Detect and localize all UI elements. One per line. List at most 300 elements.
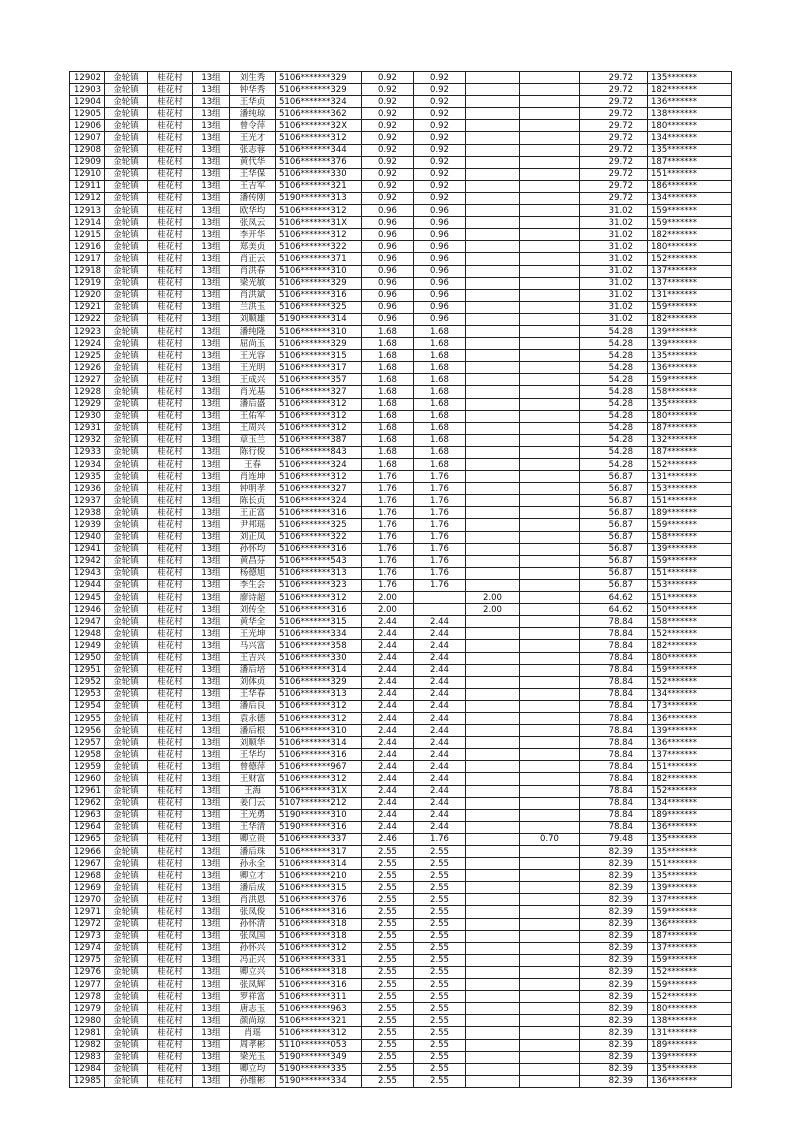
cell-area-col-3: [520, 579, 580, 591]
cell-area-col-2: [466, 616, 520, 628]
cell-township: 金轮镇: [105, 567, 148, 579]
cell-area-col-1: 2.55: [414, 1075, 466, 1087]
cell-phone: 139*******: [648, 725, 732, 737]
cell-amount: 54.28: [580, 434, 648, 446]
cell-name: 马兴富: [230, 640, 276, 652]
cell-amount: 31.02: [580, 265, 648, 277]
cell-township: 金轮镇: [105, 821, 148, 833]
cell-area-col-3: [520, 350, 580, 362]
cell-amount: 64.62: [580, 604, 648, 616]
cell-village: 桂花村: [148, 422, 193, 434]
cell-area-total: 0.92: [362, 108, 414, 120]
cell-id-number: 5106*******387: [276, 434, 362, 446]
cell-name: 肖光基: [230, 386, 276, 398]
cell-row-number: 12914: [70, 217, 105, 229]
cell-id-number: 5106*******371: [276, 253, 362, 265]
cell-area-total: 1.76: [362, 495, 414, 507]
cell-area-col-2: [466, 156, 520, 168]
cell-row-number: 12913: [70, 205, 105, 217]
cell-area-col-3: [520, 471, 580, 483]
cell-township: 金轮镇: [105, 519, 148, 531]
cell-village: 桂花村: [148, 773, 193, 785]
cell-township: 金轮镇: [105, 229, 148, 241]
cell-row-number: 12963: [70, 809, 105, 821]
cell-area-col-3: [520, 1075, 580, 1087]
cell-phone: 159*******: [648, 205, 732, 217]
cell-row-number: 12958: [70, 749, 105, 761]
cell-name: 欧华均: [230, 205, 276, 217]
cell-area-total: 2.55: [362, 942, 414, 954]
cell-area-col-1: 1.68: [414, 398, 466, 410]
cell-amount: 29.72: [580, 84, 648, 96]
cell-village: 桂花村: [148, 966, 193, 978]
cell-name: 曾令萍: [230, 120, 276, 132]
cell-group: 13组: [193, 495, 230, 507]
cell-row-number: 12922: [70, 313, 105, 325]
subsidy-roster-table: [69, 71, 732, 1088]
cell-area-col-1: 2.55: [414, 918, 466, 930]
cell-group: 13组: [193, 858, 230, 870]
cell-area-col-2: [466, 979, 520, 991]
cell-phone: 151*******: [648, 495, 732, 507]
cell-phone: 189*******: [648, 1039, 732, 1051]
table-row: [70, 797, 732, 809]
cell-amount: 78.84: [580, 700, 648, 712]
cell-id-number: 5106*******316: [276, 979, 362, 991]
cell-phone: 135*******: [648, 72, 732, 84]
cell-row-number: 12942: [70, 555, 105, 567]
cell-village: 桂花村: [148, 459, 193, 471]
cell-area-total: 0.92: [362, 72, 414, 84]
cell-area-col-1: 1.68: [414, 459, 466, 471]
cell-area-col-3: [520, 604, 580, 616]
cell-area-total: 0.92: [362, 120, 414, 132]
table-row: [70, 459, 732, 471]
cell-area-col-1: 0.96: [414, 241, 466, 253]
cell-area-col-3: [520, 229, 580, 241]
cell-village: 桂花村: [148, 301, 193, 313]
cell-group: 13组: [193, 434, 230, 446]
cell-township: 金轮镇: [105, 459, 148, 471]
cell-area-col-3: [520, 725, 580, 737]
cell-row-number: 12977: [70, 979, 105, 991]
table-row: [70, 966, 732, 978]
cell-area-col-3: [520, 1003, 580, 1015]
table-row: [70, 592, 732, 604]
cell-village: 桂花村: [148, 906, 193, 918]
cell-area-col-1: 0.96: [414, 229, 466, 241]
cell-area-col-2: [466, 531, 520, 543]
table-row: [70, 241, 732, 253]
cell-area-col-2: [466, 894, 520, 906]
cell-phone: 159*******: [648, 664, 732, 676]
cell-area-col-2: [466, 930, 520, 942]
cell-row-number: 12985: [70, 1075, 105, 1087]
table-row: [70, 761, 732, 773]
cell-area-col-3: [520, 446, 580, 458]
cell-township: 金轮镇: [105, 991, 148, 1003]
cell-township: 金轮镇: [105, 712, 148, 724]
cell-township: 金轮镇: [105, 906, 148, 918]
cell-area-col-1: 2.44: [414, 737, 466, 749]
cell-row-number: 12949: [70, 640, 105, 652]
cell-area-col-1: 2.44: [414, 640, 466, 652]
cell-phone: 139*******: [648, 543, 732, 555]
cell-area-col-1: 0.96: [414, 265, 466, 277]
cell-name: 李开华: [230, 229, 276, 241]
table-row: [70, 1003, 732, 1015]
cell-row-number: 12916: [70, 241, 105, 253]
cell-village: 桂花村: [148, 410, 193, 422]
table-row: [70, 313, 732, 325]
cell-township: 金轮镇: [105, 507, 148, 519]
cell-village: 桂花村: [148, 676, 193, 688]
cell-row-number: 12955: [70, 712, 105, 724]
cell-name: 廖诗超: [230, 592, 276, 604]
cell-area-total: 2.44: [362, 785, 414, 797]
cell-group: 13组: [193, 579, 230, 591]
cell-phone: 152*******: [648, 785, 732, 797]
cell-amount: 82.39: [580, 1039, 648, 1051]
cell-amount: 29.72: [580, 132, 648, 144]
cell-area-col-2: [466, 858, 520, 870]
cell-name: 罗祥富: [230, 991, 276, 1003]
cell-group: 13组: [193, 84, 230, 96]
cell-row-number: 12983: [70, 1051, 105, 1063]
cell-area-total: 2.44: [362, 773, 414, 785]
cell-id-number: 5106*******316: [276, 604, 362, 616]
cell-amount: 82.39: [580, 979, 648, 991]
cell-area-col-3: [520, 398, 580, 410]
cell-area-col-3: [520, 313, 580, 325]
cell-area-col-3: [520, 954, 580, 966]
cell-name: 王光才: [230, 132, 276, 144]
cell-group: 13组: [193, 1015, 230, 1027]
cell-id-number: 5106*******323: [276, 579, 362, 591]
cell-village: 桂花村: [148, 338, 193, 350]
cell-phone: 136*******: [648, 362, 732, 374]
cell-phone: 180*******: [648, 1003, 732, 1015]
cell-area-col-2: [466, 410, 520, 422]
cell-name: 潘后成: [230, 882, 276, 894]
cell-id-number: 5106*******314: [276, 858, 362, 870]
cell-row-number: 12975: [70, 954, 105, 966]
cell-township: 金轮镇: [105, 301, 148, 313]
cell-row-number: 12907: [70, 132, 105, 144]
cell-group: 13组: [193, 749, 230, 761]
table-row: [70, 882, 732, 894]
cell-row-number: 12929: [70, 398, 105, 410]
cell-township: 金轮镇: [105, 374, 148, 386]
cell-area-total: 0.96: [362, 313, 414, 325]
cell-township: 金轮镇: [105, 640, 148, 652]
cell-area-col-3: [520, 374, 580, 386]
table-row: [70, 446, 732, 458]
cell-township: 金轮镇: [105, 979, 148, 991]
cell-area-total: 0.92: [362, 96, 414, 108]
cell-name: 黄华全: [230, 616, 276, 628]
cell-village: 桂花村: [148, 277, 193, 289]
cell-amount: 31.02: [580, 241, 648, 253]
cell-group: 13组: [193, 882, 230, 894]
cell-area-col-1: [414, 592, 466, 604]
cell-phone: 137*******: [648, 277, 732, 289]
cell-area-col-1: 2.55: [414, 870, 466, 882]
cell-area-col-1: 0.92: [414, 156, 466, 168]
table-row: [70, 495, 732, 507]
cell-area-col-2: [466, 84, 520, 96]
cell-area-col-1: 2.55: [414, 882, 466, 894]
cell-village: 桂花村: [148, 918, 193, 930]
cell-group: 13组: [193, 362, 230, 374]
cell-area-total: 2.44: [362, 725, 414, 737]
cell-phone: 152*******: [648, 628, 732, 640]
cell-name: 钟华秀: [230, 84, 276, 96]
cell-township: 金轮镇: [105, 809, 148, 821]
cell-amount: 82.39: [580, 1063, 648, 1075]
cell-amount: 54.28: [580, 386, 648, 398]
cell-group: 13组: [193, 108, 230, 120]
cell-phone: 159*******: [648, 555, 732, 567]
cell-group: 13组: [193, 168, 230, 180]
cell-village: 桂花村: [148, 108, 193, 120]
cell-id-number: 5106*******316: [276, 749, 362, 761]
cell-area-total: 2.55: [362, 1063, 414, 1075]
cell-row-number: 12919: [70, 277, 105, 289]
cell-name: 刘顺雄: [230, 313, 276, 325]
cell-area-col-3: [520, 1051, 580, 1063]
cell-village: 桂花村: [148, 434, 193, 446]
cell-name: 刘体贞: [230, 676, 276, 688]
table-row: [70, 265, 732, 277]
cell-row-number: 12948: [70, 628, 105, 640]
cell-amount: 78.84: [580, 821, 648, 833]
cell-area-col-2: [466, 386, 520, 398]
cell-id-number: 5106*******317: [276, 362, 362, 374]
cell-township: 金轮镇: [105, 858, 148, 870]
cell-amount: 78.84: [580, 712, 648, 724]
cell-phone: 135*******: [648, 846, 732, 858]
cell-area-col-1: 1.76: [414, 471, 466, 483]
cell-phone: 139*******: [648, 1051, 732, 1063]
cell-township: 金轮镇: [105, 846, 148, 858]
cell-area-col-3: [520, 84, 580, 96]
cell-group: 13组: [193, 144, 230, 156]
cell-phone: 186*******: [648, 180, 732, 192]
cell-area-col-1: 2.44: [414, 700, 466, 712]
cell-area-col-1: 0.96: [414, 253, 466, 265]
cell-phone: 151*******: [648, 592, 732, 604]
cell-area-total: 0.92: [362, 192, 414, 204]
cell-name: 尹邦瑶: [230, 519, 276, 531]
cell-area-col-3: [520, 325, 580, 337]
cell-area-col-2: [466, 471, 520, 483]
cell-group: 13组: [193, 265, 230, 277]
cell-area-col-1: 1.68: [414, 362, 466, 374]
table-row: [70, 301, 732, 313]
table-row: [70, 773, 732, 785]
cell-area-col-2: [466, 338, 520, 350]
cell-group: 13组: [193, 592, 230, 604]
cell-area-col-1: 0.92: [414, 108, 466, 120]
cell-group: 13组: [193, 313, 230, 325]
cell-area-col-1: 1.76: [414, 579, 466, 591]
cell-id-number: 5106*******329: [276, 84, 362, 96]
cell-area-col-2: [466, 906, 520, 918]
cell-area-total: 1.68: [362, 422, 414, 434]
cell-row-number: 12936: [70, 483, 105, 495]
cell-row-number: 12934: [70, 459, 105, 471]
cell-area-col-2: [466, 398, 520, 410]
cell-township: 金轮镇: [105, 531, 148, 543]
cell-row-number: 12926: [70, 362, 105, 374]
cell-village: 桂花村: [148, 531, 193, 543]
cell-area-col-3: [520, 422, 580, 434]
cell-group: 13组: [193, 132, 230, 144]
cell-area-total: 2.44: [362, 640, 414, 652]
cell-area-col-3: [520, 1063, 580, 1075]
cell-area-col-3: [520, 156, 580, 168]
cell-area-col-2: [466, 966, 520, 978]
cell-name: 张凤俊: [230, 906, 276, 918]
cell-area-col-3: [520, 918, 580, 930]
cell-area-col-2: [466, 289, 520, 301]
cell-township: 金轮镇: [105, 688, 148, 700]
cell-name: 孙怀均: [230, 543, 276, 555]
cell-group: 13组: [193, 979, 230, 991]
cell-row-number: 12952: [70, 676, 105, 688]
cell-village: 桂花村: [148, 241, 193, 253]
cell-name: 黄代华: [230, 156, 276, 168]
cell-area-total: 0.96: [362, 289, 414, 301]
table-row: [70, 96, 732, 108]
cell-amount: 82.39: [580, 966, 648, 978]
cell-id-number: 5190*******334: [276, 1075, 362, 1087]
cell-township: 金轮镇: [105, 942, 148, 954]
cell-area-col-1: 0.92: [414, 192, 466, 204]
cell-area-col-3: [520, 797, 580, 809]
cell-id-number: 5106*******324: [276, 495, 362, 507]
cell-area-total: 2.55: [362, 846, 414, 858]
cell-village: 桂花村: [148, 72, 193, 84]
cell-id-number: 5106*******313: [276, 688, 362, 700]
cell-area-col-1: 2.44: [414, 821, 466, 833]
cell-id-number: 5106*******312: [276, 1027, 362, 1039]
cell-row-number: 12956: [70, 725, 105, 737]
cell-area-col-3: [520, 930, 580, 942]
table-row: [70, 991, 732, 1003]
cell-village: 桂花村: [148, 640, 193, 652]
cell-row-number: 12950: [70, 652, 105, 664]
cell-id-number: 5106*******312: [276, 712, 362, 724]
cell-area-total: 2.55: [362, 894, 414, 906]
table-row: [70, 809, 732, 821]
cell-area-col-2: [466, 942, 520, 954]
cell-group: 13组: [193, 229, 230, 241]
cell-area-col-1: 0.96: [414, 205, 466, 217]
cell-amount: 82.39: [580, 1051, 648, 1063]
cell-area-col-1: 2.44: [414, 773, 466, 785]
cell-township: 金轮镇: [105, 664, 148, 676]
cell-area-total: 1.76: [362, 579, 414, 591]
cell-area-col-3: [520, 459, 580, 471]
cell-village: 桂花村: [148, 979, 193, 991]
cell-area-col-1: 1.68: [414, 350, 466, 362]
cell-village: 桂花村: [148, 833, 193, 845]
cell-amount: 78.84: [580, 761, 648, 773]
cell-group: 13组: [193, 1075, 230, 1087]
cell-group: 13组: [193, 96, 230, 108]
cell-area-col-3: [520, 543, 580, 555]
cell-group: 13组: [193, 567, 230, 579]
cell-id-number: 5106*******327: [276, 386, 362, 398]
cell-phone: 136*******: [648, 821, 732, 833]
cell-phone: 182*******: [648, 313, 732, 325]
cell-area-col-1: 0.96: [414, 217, 466, 229]
cell-id-number: 5106*******316: [276, 543, 362, 555]
cell-area-col-3: [520, 640, 580, 652]
cell-name: 张凤云: [230, 217, 276, 229]
cell-id-number: 5106*******312: [276, 410, 362, 422]
cell-row-number: 12943: [70, 567, 105, 579]
cell-name: 梁光玉: [230, 1051, 276, 1063]
cell-name: 陈行俊: [230, 446, 276, 458]
cell-phone: 173*******: [648, 700, 732, 712]
cell-area-col-2: [466, 688, 520, 700]
cell-area-col-3: [520, 265, 580, 277]
cell-area-total: 2.55: [362, 1075, 414, 1087]
cell-township: 金轮镇: [105, 180, 148, 192]
cell-id-number: 5190*******310: [276, 809, 362, 821]
cell-phone: 135*******: [648, 1063, 732, 1075]
cell-area-col-3: [520, 253, 580, 265]
cell-row-number: 12939: [70, 519, 105, 531]
cell-group: 13组: [193, 1051, 230, 1063]
cell-area-col-2: [466, 483, 520, 495]
cell-phone: 152*******: [648, 253, 732, 265]
cell-area-col-2: [466, 628, 520, 640]
table-row: [70, 543, 732, 555]
cell-area-col-2: [466, 785, 520, 797]
cell-township: 金轮镇: [105, 1075, 148, 1087]
cell-phone: 138*******: [648, 108, 732, 120]
cell-phone: 131*******: [648, 289, 732, 301]
cell-name: 肖连坤: [230, 471, 276, 483]
cell-area-col-2: [466, 374, 520, 386]
cell-area-col-3: [520, 906, 580, 918]
cell-id-number: 5106*******314: [276, 664, 362, 676]
cell-area-col-1: 2.55: [414, 1039, 466, 1051]
cell-id-number: 5106*******543: [276, 555, 362, 567]
table-row: [70, 386, 732, 398]
cell-name: 王华春: [230, 688, 276, 700]
cell-amount: 82.39: [580, 954, 648, 966]
table-row: [70, 144, 732, 156]
cell-name: 刘顺华: [230, 737, 276, 749]
cell-amount: 56.87: [580, 471, 648, 483]
cell-area-col-3: [520, 192, 580, 204]
cell-phone: 139*******: [648, 338, 732, 350]
cell-village: 桂花村: [148, 374, 193, 386]
cell-row-number: 12981: [70, 1027, 105, 1039]
cell-id-number: 5106*******315: [276, 350, 362, 362]
cell-area-total: 2.44: [362, 797, 414, 809]
table-row: [70, 132, 732, 144]
cell-phone: 136*******: [648, 1075, 732, 1087]
cell-amount: 54.28: [580, 410, 648, 422]
cell-id-number: 5106*******325: [276, 519, 362, 531]
cell-area-col-1: 0.96: [414, 301, 466, 313]
